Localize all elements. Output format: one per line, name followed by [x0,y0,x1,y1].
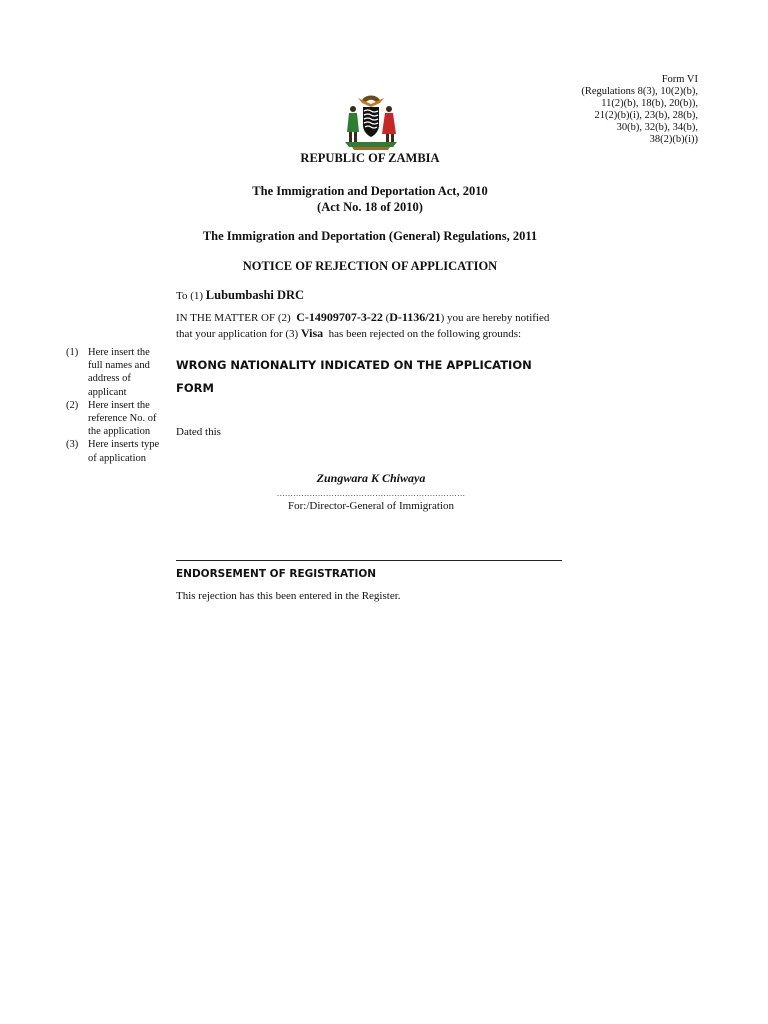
note-number: (3) [66,439,79,451]
signature-dotted-line: …………………………………………………………… [276,489,466,498]
regulations-ref-line-1: (Regulations 8(3), 10(2)(b), [581,86,698,97]
paren-close: ) [440,312,445,324]
margin-note [66,346,166,399]
to-prefix: To (1) [176,290,204,302]
republic-heading: REPUBLIC OF ZAMBIA [300,151,440,165]
regulations-title: The Immigration and Deportation (General) Regulations, 2011 [202,229,538,243]
signatory-title: For:/Director-General of Immigration [288,500,454,512]
margin-notes [66,346,166,465]
form-number: Form VI [661,74,698,85]
addressee-line [176,288,304,303]
application-suffix: has been rejected on the following grounds: [328,328,522,340]
margin-note [66,438,166,464]
application-type: Visa [300,326,324,340]
note-text: Here insert the reference No. of the application [88,399,157,438]
regulations-ref-line-5: 38(2)(b)(i)) [649,134,698,145]
note-number: (2) [66,399,79,411]
paren-open: ( [385,312,390,324]
application-line [176,326,521,341]
rejection-grounds: WRONG NATIONALITY INDICATED ON THE APPLICATION FORM [176,358,532,395]
matter-prefix: IN THE MATTER OF (2) [176,312,291,324]
application-prefix: that your application for (3) [176,328,299,340]
endorsement-text: This rejection has this been entered in the Register. [176,590,401,602]
divider [176,560,562,561]
applicant-name: Lubumbashi DRC [205,288,305,302]
coat-of-arms-icon [340,92,402,152]
act-number: (Act No. 18 of 2010) [317,200,423,214]
form-reference [498,74,698,146]
matter-suffix: you are hereby notified [447,312,550,324]
regulations-ref-line-2: 11(2)(b), 18(b), 20(b)), [601,98,698,109]
signatory-name: Zungwara K Chiwaya [316,471,426,485]
endorsement-title: ENDORSEMENT OF REGISTRATION [176,568,377,580]
note-text: Here inserts type of application [88,439,160,464]
act-title: The Immigration and Deportation Act, 2010 [252,184,488,198]
dated-line: Dated this [176,426,221,438]
margin-note [66,399,166,439]
matter-line [176,310,549,325]
note-text: Here insert the full names and address of applicant [88,347,150,398]
reference-number: C-14909707-3-22 [296,310,383,324]
notice-title: NOTICE OF REJECTION OF APPLICATION [242,259,498,273]
secondary-reference: D-1136/21 [389,310,441,324]
note-number: (1) [66,347,79,358]
regulations-ref-line-3: 21(2)(b)(i), 23(b), 28(b), [594,110,698,121]
regulations-ref-line-4: 30(b), 32(b), 34(b), [616,122,698,133]
